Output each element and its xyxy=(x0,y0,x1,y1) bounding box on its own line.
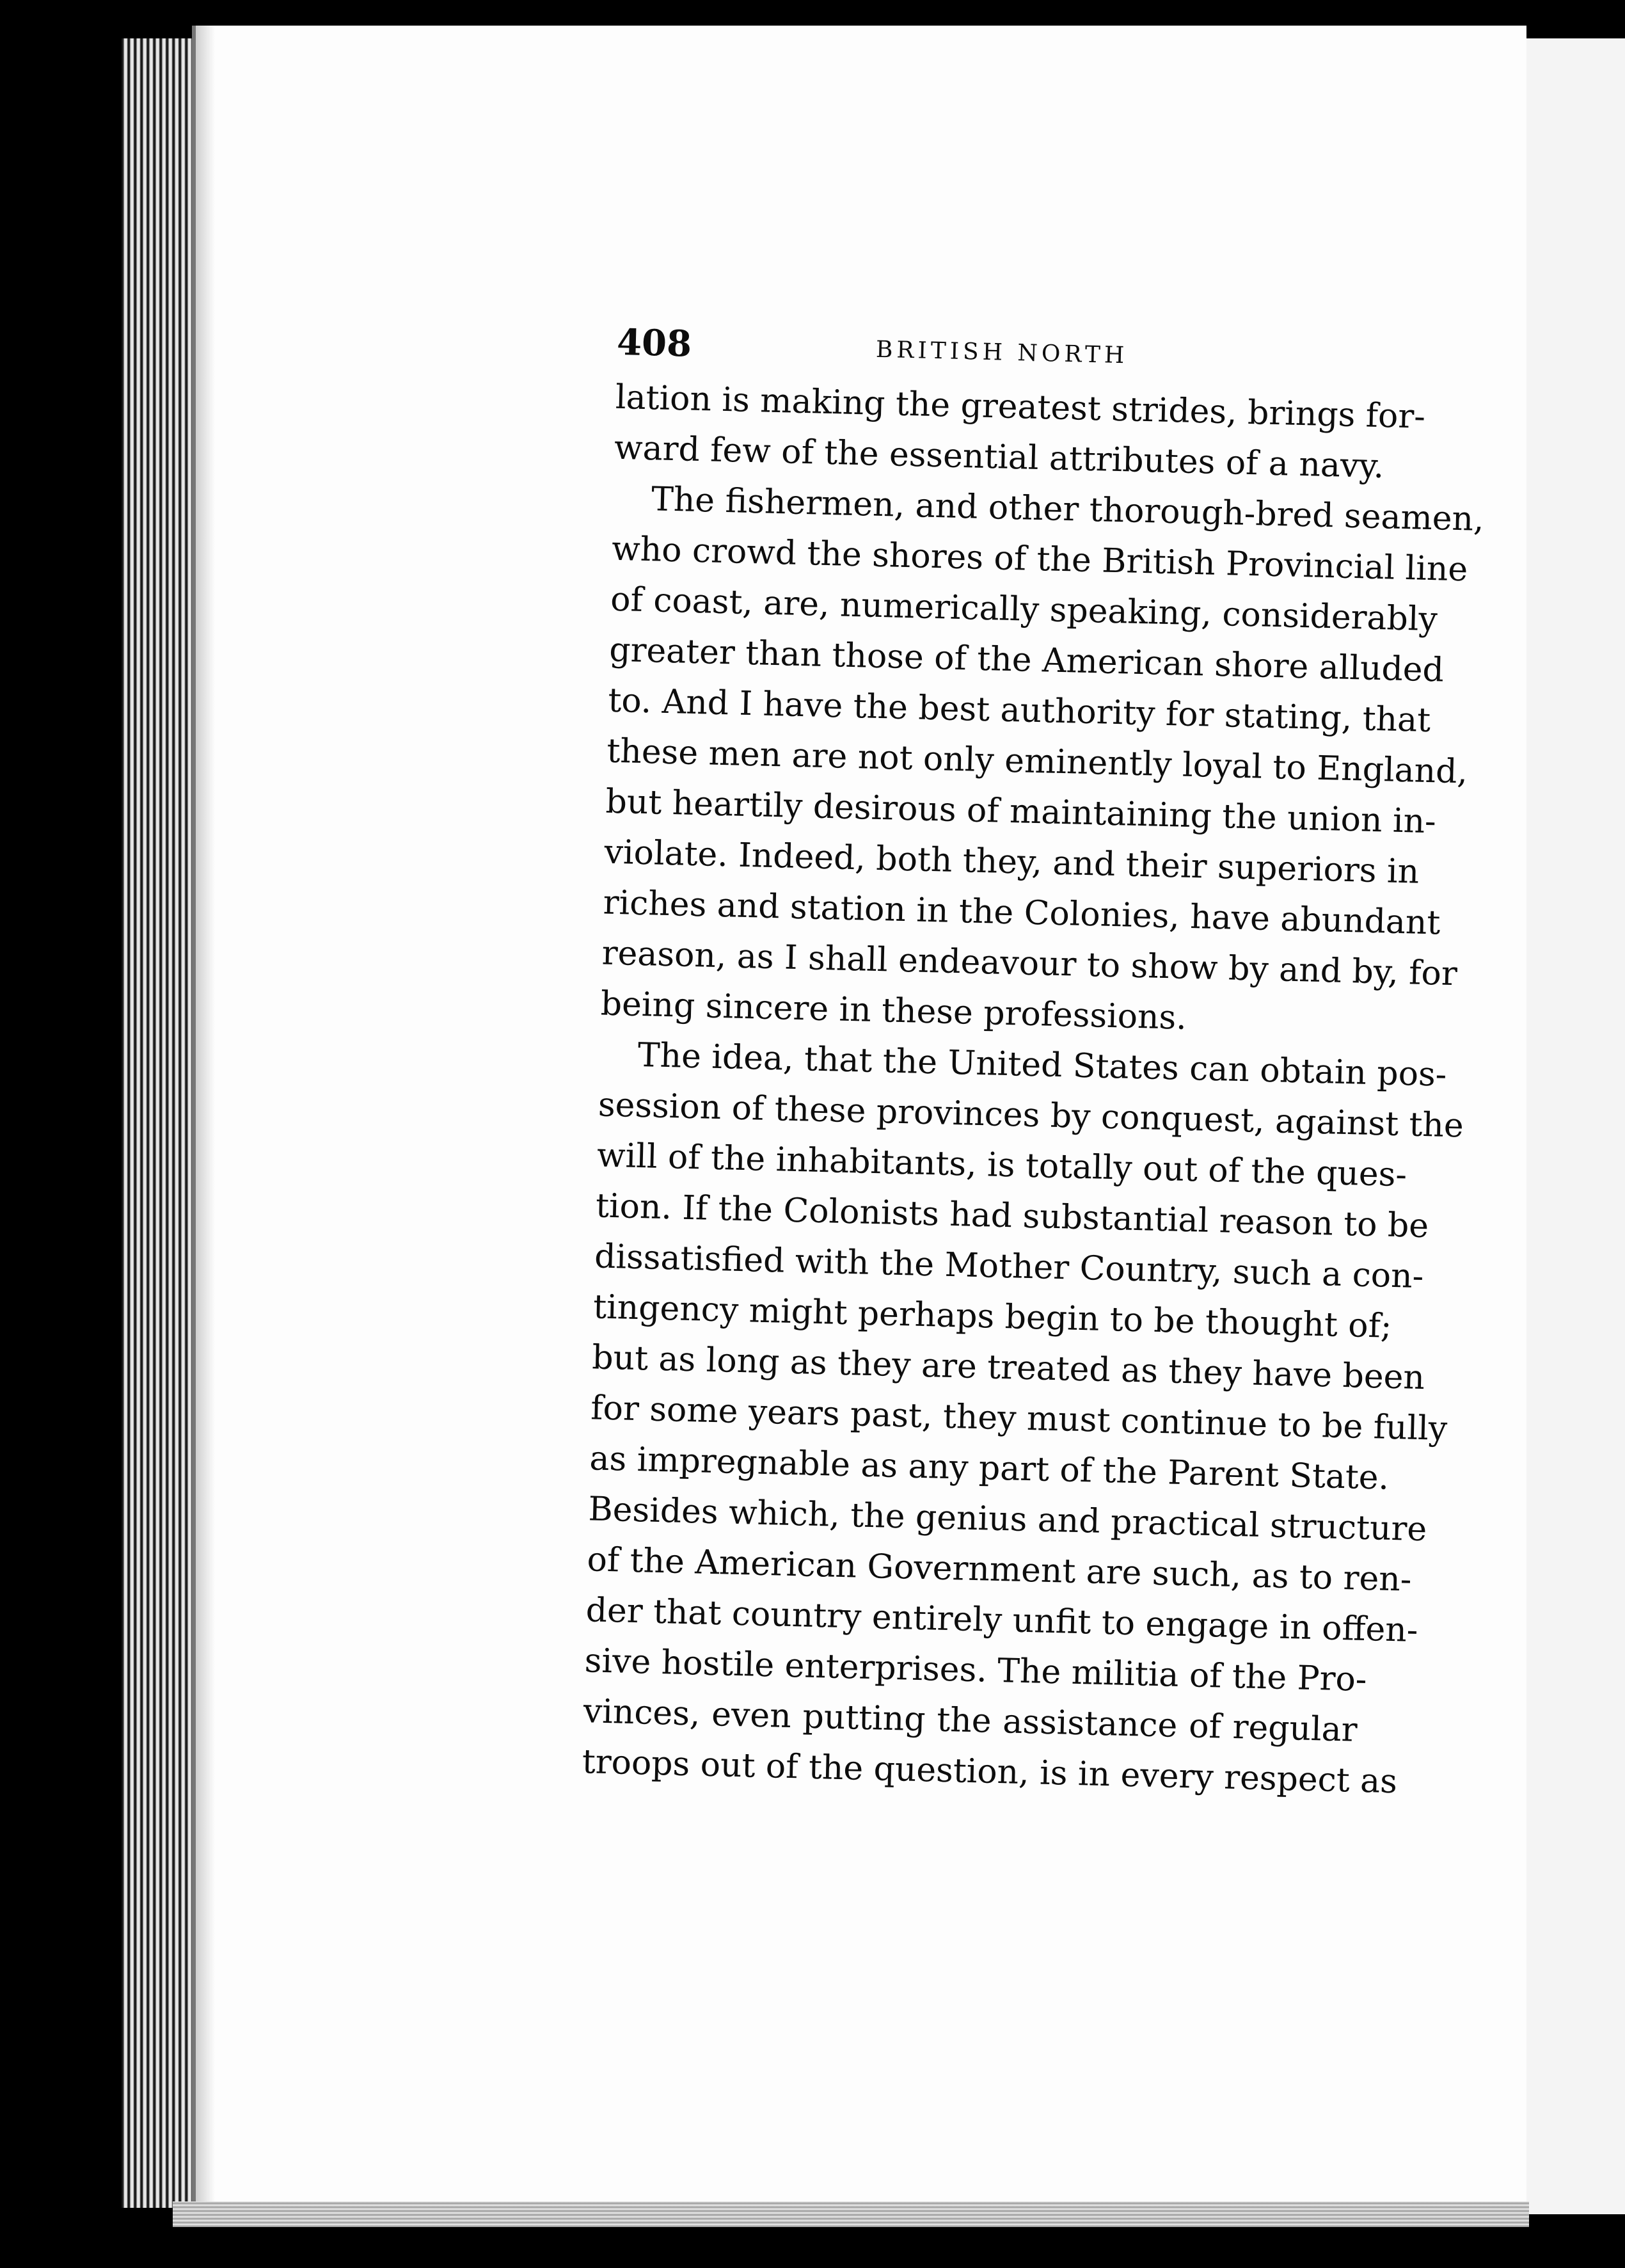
text-line: but as long as they are treated as they have been xyxy=(591,1338,1425,1398)
text-line: being sincere in these professions. xyxy=(600,984,1187,1037)
text-line: Besides which, the genius and practical structure xyxy=(587,1490,1427,1549)
text-line: violate. Indeed, both they, and their superiors in xyxy=(603,833,1420,891)
text-line: to. And I have the best authority for stating, that xyxy=(607,681,1431,740)
text-line: riches and station in the Colonies, have abundant xyxy=(603,883,1441,943)
facing-page-edge xyxy=(1510,38,1625,2214)
text-line: tion. If the Colonists had substantial reason to be xyxy=(595,1186,1429,1246)
text-line: who crowd the shores of the British Provincial line xyxy=(611,529,1468,589)
text-line: dissatisfied with the Mother Country, such a con- xyxy=(594,1237,1424,1297)
text-line: ward few of the essential attributes of a navy. xyxy=(614,428,1385,486)
text-line: of coast, are, numerically speaking, considerably xyxy=(610,580,1438,639)
text-line: The fishermen, and other thorough-bred seamen, xyxy=(651,480,1485,539)
text-line: vinces, even putting the assistance of regular xyxy=(583,1692,1358,1750)
text-line: reason, as I shall endeavour to show by and by, for xyxy=(601,934,1458,994)
page-number: 408 xyxy=(616,321,692,365)
text-line: troops out of the question, is in every respect as xyxy=(582,1743,1398,1801)
text-line: tingency might perhaps begin to be thought of; xyxy=(592,1288,1393,1346)
text-line: but heartily desirous of maintaining the union in- xyxy=(605,782,1437,842)
text-line: for some years past, they must continue to be fully xyxy=(590,1389,1448,1449)
text-line: greater than those of the American shore alluded xyxy=(608,630,1445,690)
text-line: these men are not only eminently loyal to England, xyxy=(606,731,1468,792)
text-line: der that country entirely unfit to engage in offen- xyxy=(585,1591,1419,1650)
text-block xyxy=(534,320,1485,1807)
text-line: The idea, that the United States can obtain pos- xyxy=(637,1035,1448,1094)
text-line: as impregnable as any part of the Parent State. xyxy=(589,1439,1390,1497)
text-line: session of these provinces by conquest, against the xyxy=(598,1085,1464,1146)
text-line: of the American Government are such, as to ren- xyxy=(586,1540,1413,1599)
text-line: sive hostile enterprises. The militia of the Pro- xyxy=(584,1641,1368,1700)
gutter-shadow xyxy=(196,26,215,2221)
text-line: lation is making the greatest strides, brings for- xyxy=(615,378,1426,436)
text-line: will of the inhabitants, is totally out of the ques- xyxy=(596,1136,1407,1195)
body-text xyxy=(534,371,1485,1807)
bottom-page-edges xyxy=(173,2201,1529,2227)
running-head: BRITISH NORTH xyxy=(875,336,1129,369)
